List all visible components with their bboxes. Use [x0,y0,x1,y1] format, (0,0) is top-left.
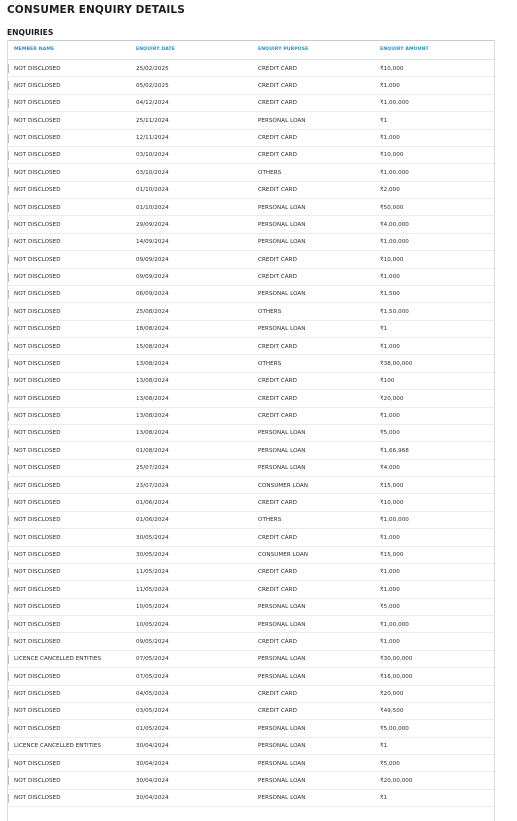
member-name-cell: LICENCE CANCELLED ENTITIES [14,743,102,750]
member-name-cell: NOT DISCLOSED [14,777,61,784]
row-divider-marker [8,342,9,351]
row-divider-marker [8,64,9,73]
member-name-cell: NOT DISCLOSED [14,117,61,124]
enquiry-purpose-cell: PERSONAL LOAN [258,239,306,246]
member-name-cell: NOT DISCLOSED [14,65,61,72]
enquiry-date-cell: 30/04/2024 [136,743,169,750]
table-row [8,234,494,251]
member-name-cell: NOT DISCLOSED [14,395,61,402]
enquiry-date-cell: 25/02/2025 [136,65,169,72]
table-row [8,425,494,442]
member-name-cell: NOT DISCLOSED [14,708,61,715]
enquiry-date-cell: 11/05/2024 [136,586,169,593]
enquiry-date-cell: 25/08/2024 [136,308,169,315]
enquiry-purpose-cell: PERSONAL LOAN [258,326,306,333]
enquiry-purpose-cell: CREDIT CARD [258,413,297,419]
row-divider-marker [8,707,9,716]
enquiries-table [7,40,495,821]
member-name-cell: NOT DISCLOSED [14,343,61,350]
member-name-cell: NOT DISCLOSED [14,621,61,628]
enquiry-date-cell: 01/08/2024 [136,447,169,454]
member-name-cell: NOT DISCLOSED [14,274,61,280]
row-divider-marker [8,759,9,768]
enquiry-date-cell: 11/05/2024 [136,569,169,576]
enquiry-date-cell: 30/05/2024 [136,552,169,558]
member-name-cell: NOT DISCLOSED [14,725,61,732]
enquiry-amount-cell: ₹1,66,968 [380,447,409,454]
table-row [8,668,494,685]
enquiry-purpose-cell: PERSONAL LOAN [258,447,306,454]
enquiry-purpose-cell: PERSONAL LOAN [258,221,306,228]
member-name-cell: NOT DISCLOSED [14,135,61,141]
row-divider-marker [8,516,9,525]
enquiry-purpose-cell: CREDIT CARD [258,135,297,141]
member-name-cell: NOT DISCLOSED [14,360,61,367]
column-header-enquiry-purpose: ENQUIRY PURPOSE [258,47,309,52]
row-divider-marker [8,464,9,473]
table-row [8,216,494,233]
row-divider-marker [8,134,9,143]
table-row [8,651,494,668]
row-divider-marker [8,533,9,542]
table-row [8,408,494,425]
enquiry-amount-cell: ₹1,000 [380,413,400,419]
row-divider-marker [8,220,9,229]
member-name-cell: NOT DISCLOSED [14,517,61,524]
enquiry-purpose-cell: CONSUMER LOAN [258,482,309,489]
enquiry-date-cell: 01/10/2024 [136,204,169,211]
enquiry-amount-cell: ₹1,000 [380,82,400,89]
table-row [8,338,494,355]
row-divider-marker [8,498,9,507]
row-divider-marker [8,742,9,751]
row-divider-marker [8,794,9,803]
enquiry-date-cell: 01/06/2024 [136,499,169,506]
enquiry-date-cell: 03/10/2024 [136,152,169,159]
member-name-cell: NOT DISCLOSED [14,326,61,333]
row-divider-marker [8,724,9,733]
table-row [8,460,494,477]
row-divider-marker [8,325,9,334]
row-divider-marker [8,99,9,108]
enquiry-date-cell: 07/05/2024 [136,656,169,663]
table-row [8,477,494,494]
enquiry-amount-cell: ₹20,000 [380,691,404,697]
member-name-cell: NOT DISCLOSED [14,378,61,385]
table-row [8,355,494,372]
enquiry-date-cell: 01/06/2024 [136,517,169,524]
enquiry-purpose-cell: PERSONAL LOAN [258,673,306,680]
enquiry-purpose-cell: CREDIT CARD [258,82,297,89]
enquiry-date-cell: 30/04/2024 [136,760,169,767]
enquiry-purpose-cell: PERSONAL LOAN [258,656,306,663]
row-divider-marker [8,116,9,125]
enquiry-date-cell: 03/05/2024 [136,708,169,715]
enquiry-purpose-cell: CREDIT CARD [258,343,297,350]
enquiry-amount-cell: ₹10,000 [380,256,404,263]
enquiry-purpose-cell: CREDIT CARD [258,274,297,280]
member-name-cell: NOT DISCLOSED [14,291,61,298]
member-name-cell: LICENCE CANCELLED ENTITIES [14,656,102,663]
member-name-cell: NOT DISCLOSED [14,552,61,558]
enquiry-amount-cell: ₹1,000 [380,135,400,141]
enquiry-purpose-cell: CREDIT CARD [258,152,297,159]
member-name-cell: NOT DISCLOSED [14,604,61,611]
enquiry-amount-cell: ₹1,000 [380,343,400,350]
table-row [8,390,494,407]
table-row [8,303,494,320]
enquiry-amount-cell: ₹1 [380,743,388,750]
enquiry-date-cell: 13/08/2024 [136,395,169,402]
enquiry-date-cell: 10/05/2024 [136,621,169,628]
enquiry-purpose-cell: CREDIT CARD [258,65,297,72]
enquiry-amount-cell: ₹16,00,000 [380,673,413,680]
enquiry-purpose-cell: CREDIT CARD [258,638,297,645]
enquiry-amount-cell: ₹50,000 [380,204,404,211]
table-row [8,147,494,164]
row-divider-marker [8,481,9,490]
enquiry-purpose-cell: CREDIT CARD [258,691,297,697]
enquiry-date-cell: 25/07/2024 [136,465,169,472]
enquiry-amount-cell: ₹5,000 [380,430,400,437]
member-name-cell: NOT DISCLOSED [14,82,61,89]
enquiry-date-cell: 03/10/2024 [136,169,169,176]
row-divider-marker [8,603,9,612]
enquiry-date-cell: 07/05/2024 [136,673,169,680]
member-name-cell: NOT DISCLOSED [14,256,61,263]
enquiry-amount-cell: ₹1 [380,117,388,124]
table-row [8,95,494,112]
table-row [8,60,494,77]
enquiry-purpose-cell: CREDIT CARD [258,708,297,715]
row-divider-marker [8,168,9,177]
column-header-enquiry-amount: ENQUIRY AMOUNT [380,47,429,52]
table-row [8,321,494,338]
enquiry-date-cell: 04/12/2024 [136,100,169,107]
table-row [8,494,494,511]
enquiry-date-cell: 30/05/2024 [136,534,169,541]
enquiry-date-cell: 09/09/2024 [136,256,169,263]
table-row [8,373,494,390]
table-row [8,633,494,650]
member-name-cell: NOT DISCLOSED [14,221,61,228]
enquiry-amount-cell: ₹20,00,000 [380,777,413,784]
enquiry-date-cell: 30/04/2024 [136,795,169,802]
member-name-cell: NOT DISCLOSED [14,187,61,194]
row-divider-marker [8,186,9,195]
row-divider-marker [8,568,9,577]
row-divider-marker [8,655,9,664]
enquiry-date-cell: 13/08/2024 [136,378,169,385]
table-row [8,581,494,598]
enquiry-purpose-cell: CREDIT CARD [258,100,297,107]
enquiry-purpose-cell: CREDIT CARD [258,569,297,576]
row-divider-marker [8,290,9,299]
enquiry-purpose-cell: CONSUMER LOAN [258,552,309,558]
row-divider-marker [8,377,9,386]
row-divider-marker [8,359,9,368]
enquiry-purpose-cell: CREDIT CARD [258,534,297,541]
row-divider-marker [8,620,9,629]
row-divider-marker [8,585,9,594]
enquiry-date-cell: 29/09/2024 [136,221,169,228]
enquiry-amount-cell: ₹30,00,000 [380,656,413,663]
enquiry-purpose-cell: CREDIT CARD [258,395,297,402]
enquiry-date-cell: 13/08/2024 [136,360,169,367]
enquiry-amount-cell: ₹1,00,000 [380,239,409,246]
table-row [8,286,494,303]
enquiry-purpose-cell: PERSONAL LOAN [258,795,306,802]
enquiry-amount-cell: ₹1,00,000 [380,517,409,524]
enquiry-amount-cell: ₹38,00,000 [380,360,413,367]
table-row [8,564,494,581]
table-row [8,772,494,789]
table-row [8,164,494,181]
enquiry-amount-cell: ₹1,000 [380,638,400,645]
enquiry-amount-cell: ₹5,00,000 [380,725,409,732]
enquiry-amount-cell: ₹1 [380,795,388,802]
table-row [8,790,494,807]
row-divider-marker [8,81,9,90]
enquiry-purpose-cell: CREDIT CARD [258,586,297,593]
enquiry-purpose-cell: PERSONAL LOAN [258,725,306,732]
table-row [8,529,494,546]
row-divider-marker [8,551,9,560]
enquiry-date-cell: 12/11/2024 [136,135,169,141]
enquiry-amount-cell: ₹10,000 [380,499,404,506]
row-divider-marker [8,203,9,212]
member-name-cell: NOT DISCLOSED [14,482,61,489]
enquiry-purpose-cell: PERSONAL LOAN [258,760,306,767]
member-name-cell: NOT DISCLOSED [14,638,61,645]
row-divider-marker [8,394,9,403]
enquiry-amount-cell: ₹5,000 [380,604,400,611]
enquiry-amount-cell: ₹5,000 [380,760,400,767]
enquiry-date-cell: 04/05/2024 [136,691,169,697]
enquiry-purpose-cell: PERSONAL LOAN [258,117,306,124]
member-name-cell: NOT DISCLOSED [14,308,61,315]
table-row [8,703,494,720]
enquiry-date-cell: 30/04/2024 [136,777,169,784]
member-name-cell: NOT DISCLOSED [14,100,61,107]
enquiry-date-cell: 13/08/2024 [136,413,169,419]
row-divider-marker [8,255,9,264]
member-name-cell: NOT DISCLOSED [14,447,61,454]
table-row [8,251,494,268]
row-divider-marker [8,690,9,699]
enquiry-purpose-cell: OTHERS [258,169,282,176]
table-row [8,269,494,286]
enquiry-date-cell: 09/09/2024 [136,274,169,280]
enquiry-amount-cell: ₹1,00,000 [380,100,409,107]
row-divider-marker [8,273,9,282]
enquiry-amount-cell: ₹1,000 [380,586,400,593]
enquiry-date-cell: 25/11/2024 [136,117,169,124]
enquiry-amount-cell: ₹1,00,000 [380,621,409,628]
table-row [8,738,494,755]
row-divider-marker [8,412,9,421]
enquiry-amount-cell: ₹1,50,000 [380,308,409,315]
enquiry-purpose-cell: CREDIT CARD [258,499,297,506]
table-row [8,182,494,199]
row-divider-marker [8,238,9,247]
enquiry-date-cell: 01/05/2024 [136,725,169,732]
member-name-cell: NOT DISCLOSED [14,760,61,767]
enquiry-date-cell: 14/09/2024 [136,239,169,246]
column-header-member-name: MEMBER NAME [14,47,55,52]
enquiry-date-cell: 18/08/2024 [136,326,169,333]
enquiry-amount-cell: ₹1,000 [380,274,400,280]
enquiry-purpose-cell: PERSONAL LOAN [258,204,306,211]
enquiry-purpose-cell: CREDIT CARD [258,256,297,263]
enquiry-date-cell: 23/07/2024 [136,482,169,489]
enquiry-amount-cell: ₹49,500 [380,708,404,715]
enquiry-amount-cell: ₹1,000 [380,569,400,576]
enquiry-amount-cell: ₹1,00,000 [380,169,409,176]
enquiry-purpose-cell: OTHERS [258,360,282,367]
member-name-cell: NOT DISCLOSED [14,499,61,506]
section-title-enquiries: ENQUIRIES [7,28,54,37]
enquiry-purpose-cell: PERSONAL LOAN [258,621,306,628]
enquiry-date-cell: 15/08/2024 [136,343,169,350]
table-row [8,442,494,459]
enquiry-purpose-cell: PERSONAL LOAN [258,465,306,472]
enquiry-date-cell: 13/08/2024 [136,430,169,437]
enquiry-purpose-cell: OTHERS [258,308,282,315]
table-row [8,720,494,737]
table-body [8,60,494,807]
enquiry-purpose-cell: PERSONAL LOAN [258,291,306,298]
enquiry-amount-cell: ₹15,000 [380,552,404,558]
member-name-cell: NOT DISCLOSED [14,691,61,697]
table-row [8,112,494,129]
enquiry-purpose-cell: PERSONAL LOAN [258,743,306,750]
member-name-cell: NOT DISCLOSED [14,586,61,593]
row-divider-marker [8,429,9,438]
enquiry-amount-cell: ₹1,000 [380,534,400,541]
row-divider-marker [8,151,9,160]
enquiry-purpose-cell: PERSONAL LOAN [258,604,306,611]
table-row [8,547,494,564]
enquiry-amount-cell: ₹10,000 [380,65,404,72]
member-name-cell: NOT DISCLOSED [14,465,61,472]
enquiry-purpose-cell: OTHERS [258,517,282,524]
enquiry-date-cell: 01/10/2024 [136,187,169,194]
enquiry-amount-cell: ₹1,500 [380,291,400,298]
member-name-cell: NOT DISCLOSED [14,204,61,211]
row-divider-marker [8,307,9,316]
table-row [8,686,494,703]
enquiry-amount-cell: ₹4,000 [380,465,400,472]
enquiry-purpose-cell: CREDIT CARD [258,378,297,385]
member-name-cell: NOT DISCLOSED [14,534,61,541]
member-name-cell: NOT DISCLOSED [14,152,61,159]
row-divider-marker [8,637,9,646]
enquiry-purpose-cell: CREDIT CARD [258,187,297,194]
member-name-cell: NOT DISCLOSED [14,169,61,176]
table-row [8,130,494,147]
row-divider-marker [8,672,9,681]
member-name-cell: NOT DISCLOSED [14,239,61,246]
table-row [8,199,494,216]
table-row [8,77,494,94]
member-name-cell: NOT DISCLOSED [14,569,61,576]
table-row [8,616,494,633]
enquiry-amount-cell: ₹100 [380,378,395,385]
enquiry-purpose-cell: PERSONAL LOAN [258,430,306,437]
row-divider-marker [8,776,9,785]
table-row [8,755,494,772]
enquiry-date-cell: 06/09/2024 [136,291,169,298]
table-row [8,599,494,616]
enquiry-amount-cell: ₹2,000 [380,187,400,194]
enquiry-amount-cell: ₹15,000 [380,482,404,489]
member-name-cell: NOT DISCLOSED [14,795,61,802]
column-header-enquiry-date: ENQUIRY DATE [136,47,176,52]
page-title: CONSUMER ENQUIRY DETAILS [7,4,185,16]
enquiry-date-cell: 09/05/2024 [136,638,169,645]
enquiry-amount-cell: ₹1 [380,326,388,333]
member-name-cell: NOT DISCLOSED [14,673,61,680]
member-name-cell: NOT DISCLOSED [14,430,61,437]
row-divider-marker [8,446,9,455]
enquiry-date-cell: 10/05/2024 [136,604,169,611]
table-header-row [8,41,494,60]
enquiry-amount-cell: ₹4,00,000 [380,221,409,228]
member-name-cell: NOT DISCLOSED [14,413,61,419]
enquiry-date-cell: 05/02/2025 [136,82,169,89]
table-row [8,512,494,529]
enquiry-amount-cell: ₹10,000 [380,152,404,159]
enquiry-purpose-cell: PERSONAL LOAN [258,777,306,784]
enquiry-amount-cell: ₹20,000 [380,395,404,402]
